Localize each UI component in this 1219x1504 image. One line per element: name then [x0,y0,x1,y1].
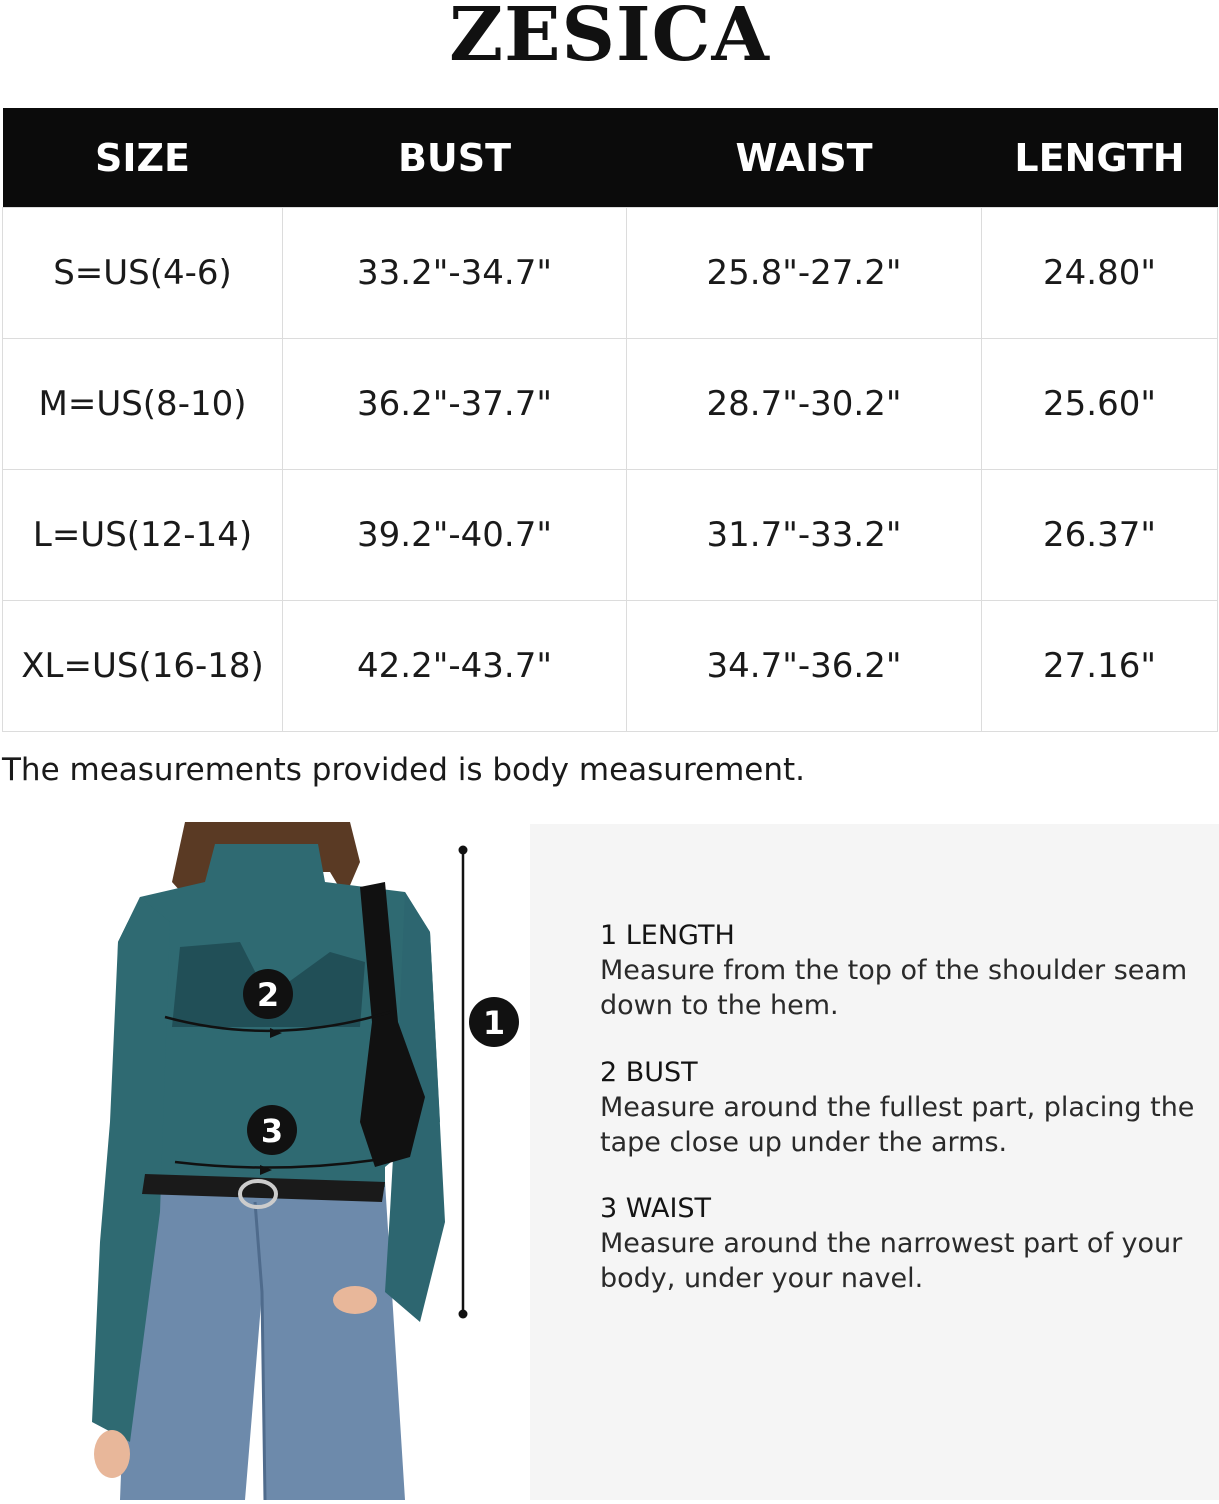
cell-size: S=US(4-6) [3,208,283,339]
header-waist: WAIST [627,108,982,208]
instruction-title: 2 BUST [600,1057,698,1088]
cell-bust: 42.2"-43.7" [283,601,627,732]
cell-bust: 39.2"-40.7" [283,470,627,601]
table-row [3,339,1218,470]
length-line-bottom-dot [459,1310,468,1319]
instruction-length [600,919,1200,1023]
cell-bust: 33.2"-34.7" [283,208,627,339]
cell-length: 25.60" [982,339,1218,470]
right-hand-shape [333,1286,377,1314]
model-figure [0,822,530,1500]
size-chart-table [2,108,1218,732]
marker-3-label: 3 [260,1112,284,1150]
instruction-bust [600,1056,1200,1160]
table-row [3,470,1218,601]
cell-waist: 28.7"-30.2" [627,339,982,470]
cell-waist: 31.7"-33.2" [627,470,982,601]
header-length: LENGTH [982,108,1218,208]
instruction-title: 3 WAIST [600,1193,712,1224]
marker-1-label: 1 [482,1004,506,1042]
cell-size: XL=US(16-18) [3,601,283,732]
table-header-row [3,108,1218,208]
table-row [3,601,1218,732]
model-illustration [0,822,530,1500]
cell-length: 26.37" [982,470,1218,601]
marker-2-label: 2 [256,976,280,1014]
cell-bust: 36.2"-37.7" [283,339,627,470]
instruction-text: Measure from the top of the shoulder seam down to the hem. [600,955,1188,1021]
brand-logo: ZESICA [449,0,770,78]
length-line-top-dot [459,846,468,855]
cell-waist: 25.8"-27.2" [627,208,982,339]
cell-length: 27.16" [982,601,1218,732]
cell-size: M=US(8-10) [3,339,283,470]
table-row [3,208,1218,339]
cell-waist: 34.7"-36.2" [627,601,982,732]
instruction-waist [600,1192,1200,1296]
measurement-note: The measurements provided is body measurement. [2,752,806,788]
header-bust: BUST [283,108,627,208]
cell-length: 24.80" [982,208,1218,339]
instruction-text: Measure around the fullest part, placing the tape close up under the arms. [600,1092,1195,1158]
header-size: SIZE [3,108,283,208]
instructions-panel [530,824,1219,1500]
instruction-title: 1 LENGTH [600,920,735,951]
instruction-text: Measure around the narrowest part of your body, under your navel. [600,1228,1183,1294]
cell-size: L=US(12-14) [3,470,283,601]
left-hand-shape [94,1430,130,1478]
